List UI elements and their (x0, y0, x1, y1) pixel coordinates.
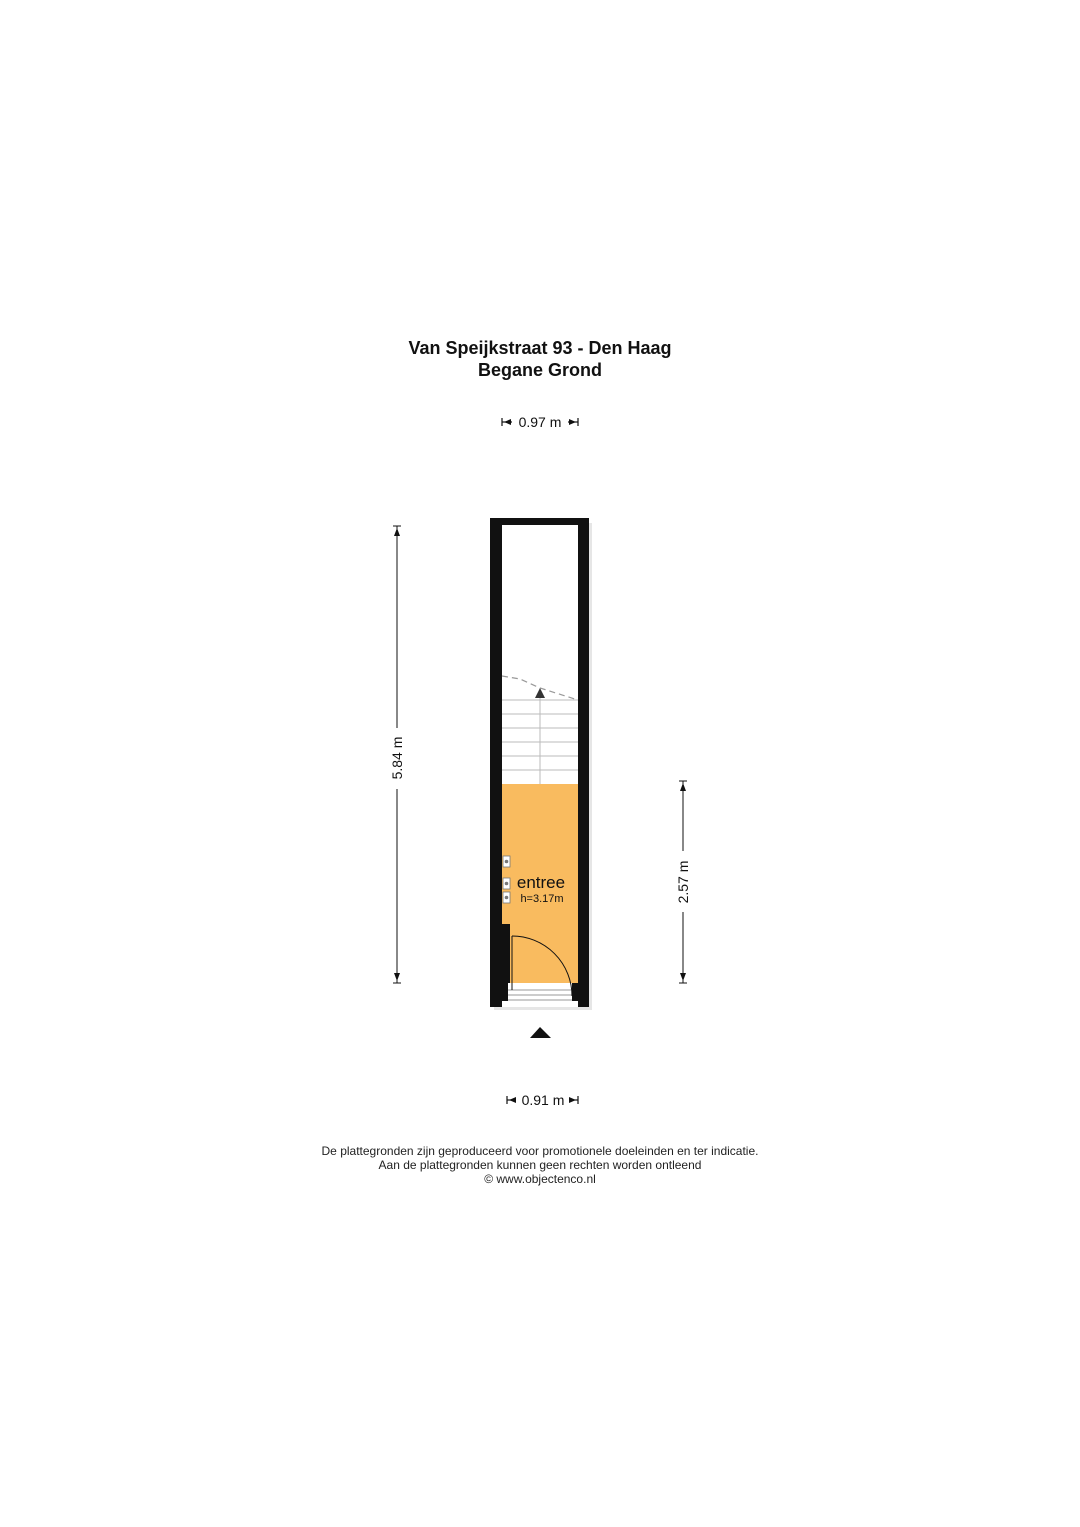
total-length-label: 5.84 m (389, 736, 405, 780)
switch-icon (503, 856, 510, 867)
room-height-label: h=3.17m (520, 893, 564, 905)
total-length-dimension (389, 526, 405, 983)
top-width-label: 0.97 m (518, 414, 562, 430)
outlet-icon (503, 878, 510, 889)
address-title: Van Speijkstraat 93 - Den Haag (408, 338, 672, 358)
floor-title: Begane Grond (477, 360, 602, 380)
disclaimer-line-1: De plattegronden zijn geproduceerd voor promotionele doeleinden en ter indicatie. (321, 1144, 759, 1158)
outlet-icon (503, 892, 510, 903)
bottom-width-label: 0.91 m (521, 1092, 565, 1108)
top-width-dimension (502, 414, 578, 430)
room-length-dimension (675, 781, 691, 983)
room-length-label: 2.57 m (675, 860, 691, 904)
entrance-arrow-icon (530, 1027, 551, 1038)
disclaimer-line-2: Aan de plattegronden kunnen geen rechten worden ontleend (378, 1158, 702, 1172)
room-name-label: entree (516, 873, 566, 892)
bottom-width-dimension (507, 1092, 578, 1108)
disclaimer (0, 1144, 1080, 1186)
copyright-line: © www.objectenco.nl (484, 1172, 596, 1186)
